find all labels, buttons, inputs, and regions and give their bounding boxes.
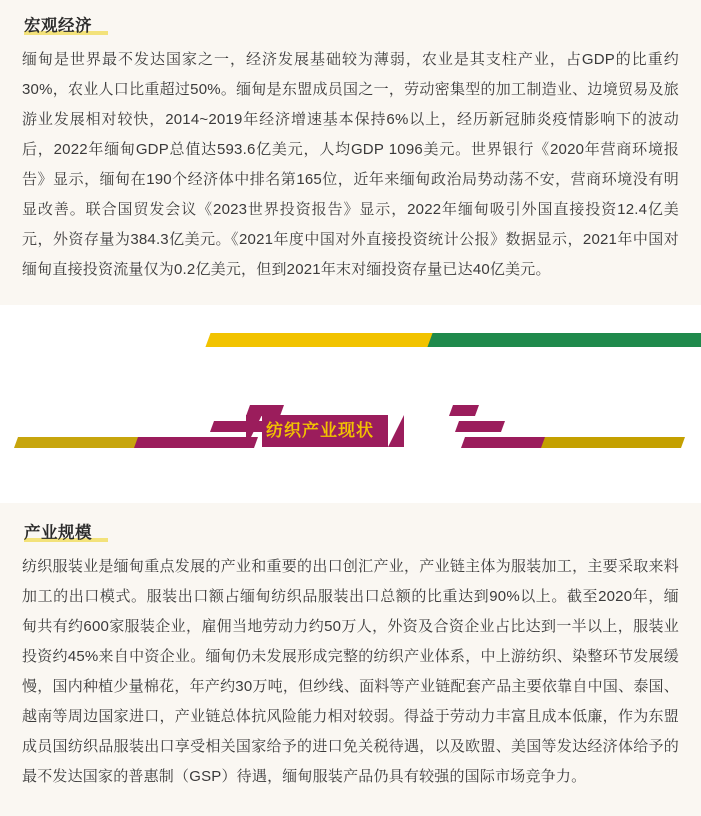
banner-bar-magenta-right-2 [455, 421, 505, 432]
divider-ribbon [0, 305, 701, 385]
banner-bar-magenta-right-3 [449, 405, 479, 416]
banner-decoration-left [16, 413, 256, 449]
banner-label-group [246, 415, 404, 447]
section-macro-economy [0, 0, 701, 305]
section-industry-scale [0, 503, 701, 816]
ribbon-segment-green [427, 333, 701, 347]
banner-triangle-left-icon [246, 415, 262, 447]
banner-bar-magenta-right-1 [461, 437, 545, 448]
ribbon-graphic [0, 333, 701, 347]
section-banner [0, 385, 701, 503]
banner-label: 纺织产业现状 [262, 415, 388, 447]
section-body-industry-scale: 纺织服装业是缅甸重点发展的产业和重要的出口创汇产业，产业链主体为服装加工，主要采取来料加工的出口模式。服装出口额占缅甸纺织品服装出口总额的比重达到90%以上。截至2020年，缅甸共有约600家服装企业，雇佣当地劳动力约50万人，外资及合资企业占比达到一半以上，服装业投资约45%来自中资企业。缅甸仍未发展形成完整的纺织产业体系，中上游纺织、染整环节发展缓慢，国内种植少量棉花，年产约30万吨，但纱线、面料等产业链配套产品主要依靠自中国、泰国、越南等周边国家进口，产业链总体抗风险能力相对较弱。得益于劳动力丰富且成本低廉，作为东盟成员国纺织品服装出口享受相关国家给予的进口免关税待遇，以及欧盟、美国等发达经济体给予的最不发达国家的普惠制（GSP）待遇，缅甸服装产品仍具有较强的国际市场竞争力。 [22, 558, 679, 785]
section-title-macro-economy: 宏观经济 [24, 17, 92, 35]
section-title-industry-scale: 产业规模 [24, 524, 92, 542]
banner-triangle-right-icon [388, 415, 404, 447]
ribbon-segment-yellow [205, 333, 440, 347]
section-body-macro-economy: 缅甸是世界最不发达国家之一，经济发展基础较为薄弱，农业是其支柱产业，占GDP的比重约30%，农业人口比重超过50%。缅甸是东盟成员国之一，劳动密集型的加工制造业、边境贸易及旅游业发展相对较快，2014~2019年经济增速基本保持6%以上，经历新冠肺炎疫情影响下的波动后，2022年缅甸GDP总值达593.6亿美元，人均GDP 1096美元。世界银行《2020年营商环境报告》显示，缅甸在190个经济体中排名第165位，近年来缅甸政治局势动荡不安，营商环境没有明显改善。联合国贸发会议《2023世界投资报告》显示，2022年缅甸吸引外国直接投资12.4亿美元，外资存量为384.3亿美元。《2021年度中国对外直接投资统计公报》数据显示，2021年中国对缅甸直接投资流量仅为0.2亿美元，但到2021年末对缅投资存量已达40亿美元。 [22, 51, 680, 278]
banner-bar-magenta-left-1 [134, 437, 258, 448]
banner-bar-gold-left [14, 437, 148, 448]
banner-decoration-right [433, 407, 683, 451]
banner-bar-gold-right [521, 437, 685, 448]
